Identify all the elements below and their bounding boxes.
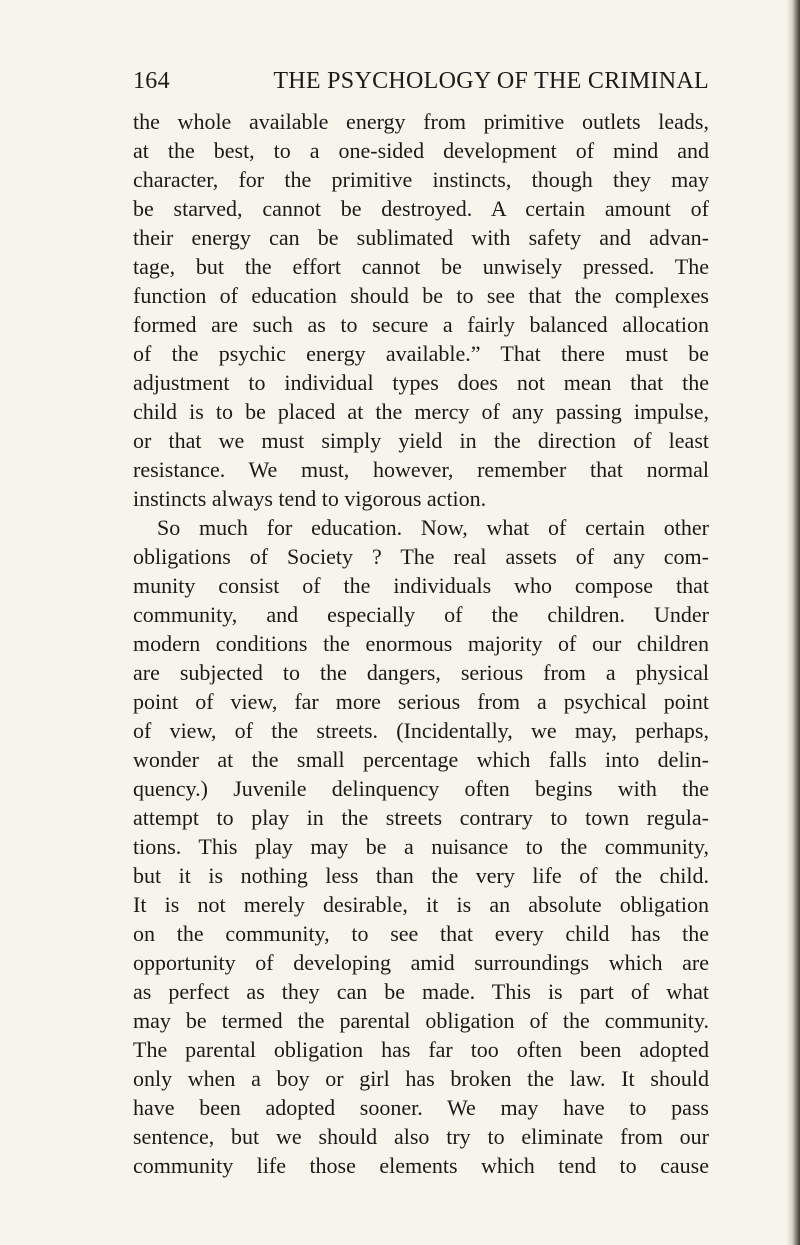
text-line: function of education should be to see that the complexes	[133, 283, 709, 308]
text-line: but it is nothing less than the very life of the child.	[133, 863, 709, 888]
page-edge-shadow	[786, 0, 800, 1245]
text-line: character, for the primitive instincts, though they may	[133, 167, 709, 192]
text-line: opportunity of developing amid surroundings which are	[133, 950, 709, 975]
running-header	[133, 64, 709, 98]
text-line: on the community, to see that every child has the	[133, 921, 709, 946]
text-line: munity consist of the individuals who compose that	[133, 573, 709, 598]
text-line: tions. This play may be a nuisance to the community,	[133, 834, 709, 859]
text-line: child is to be placed at the mercy of any passing impulse,	[133, 399, 709, 424]
text-line: have been adopted sooner. We may have to pass	[133, 1095, 709, 1120]
text-line: wonder at the small percentage which falls into delin-	[133, 747, 709, 772]
text-line: It is not merely desirable, it is an absolute obligation	[133, 892, 709, 917]
text-line: attempt to play in the streets contrary to town regula-	[133, 805, 709, 830]
text-line: point of view, far more serious from a psychical point	[133, 689, 709, 714]
text-line: be starved, cannot be destroyed. A certain amount of	[133, 196, 709, 221]
text-line: modern conditions the enormous majority of our children	[133, 631, 709, 656]
text-line: community life those elements which tend to cause	[133, 1153, 709, 1178]
text-line: their energy can be sublimated with safety and advan-	[133, 225, 709, 250]
text-line: the whole available energy from primitive outlets leads,	[133, 109, 709, 134]
text-line: So much for education. Now, what of certain other	[157, 515, 709, 540]
text-line: obligations of Society ? The real assets of any com-	[133, 544, 709, 569]
text-line: formed are such as to secure a fairly balanced allocation	[133, 312, 709, 337]
text-line: or that we must simply yield in the direction of least	[133, 428, 709, 453]
body-text	[133, 107, 709, 1180]
text-line: community, and especially of the children. Under	[133, 602, 709, 627]
text-line: as perfect as they can be made. This is part of what	[133, 979, 709, 1004]
text-line: of the psychic energy available.” That there must be	[133, 341, 709, 366]
text-line: at the best, to a one-sided development of mind and	[133, 138, 709, 163]
text-line: of view, of the streets. (Incidentally, we may, perhaps,	[133, 718, 709, 743]
running-title: THE PSYCHOLOGY OF THE CRIMINAL	[273, 68, 709, 94]
page-number: 164	[133, 68, 170, 94]
text-line: are subjected to the dangers, serious from a physical	[133, 660, 709, 685]
text-line: may be termed the parental obligation of the community.	[133, 1008, 709, 1033]
text-line: adjustment to individual types does not mean that the	[133, 370, 709, 395]
text-line: only when a boy or girl has broken the law. It should	[133, 1066, 709, 1091]
text-line: tage, but the effort cannot be unwisely pressed. The	[133, 254, 709, 279]
text-line: sentence, but we should also try to eliminate from our	[133, 1124, 709, 1149]
text-line: The parental obligation has far too often been adopted	[133, 1037, 709, 1062]
text-line: quency.) Juvenile delinquency often begins with the	[133, 776, 709, 801]
text-line: instincts always tend to vigorous action.	[133, 486, 487, 511]
text-line: resistance. We must, however, remember that normal	[133, 457, 709, 482]
